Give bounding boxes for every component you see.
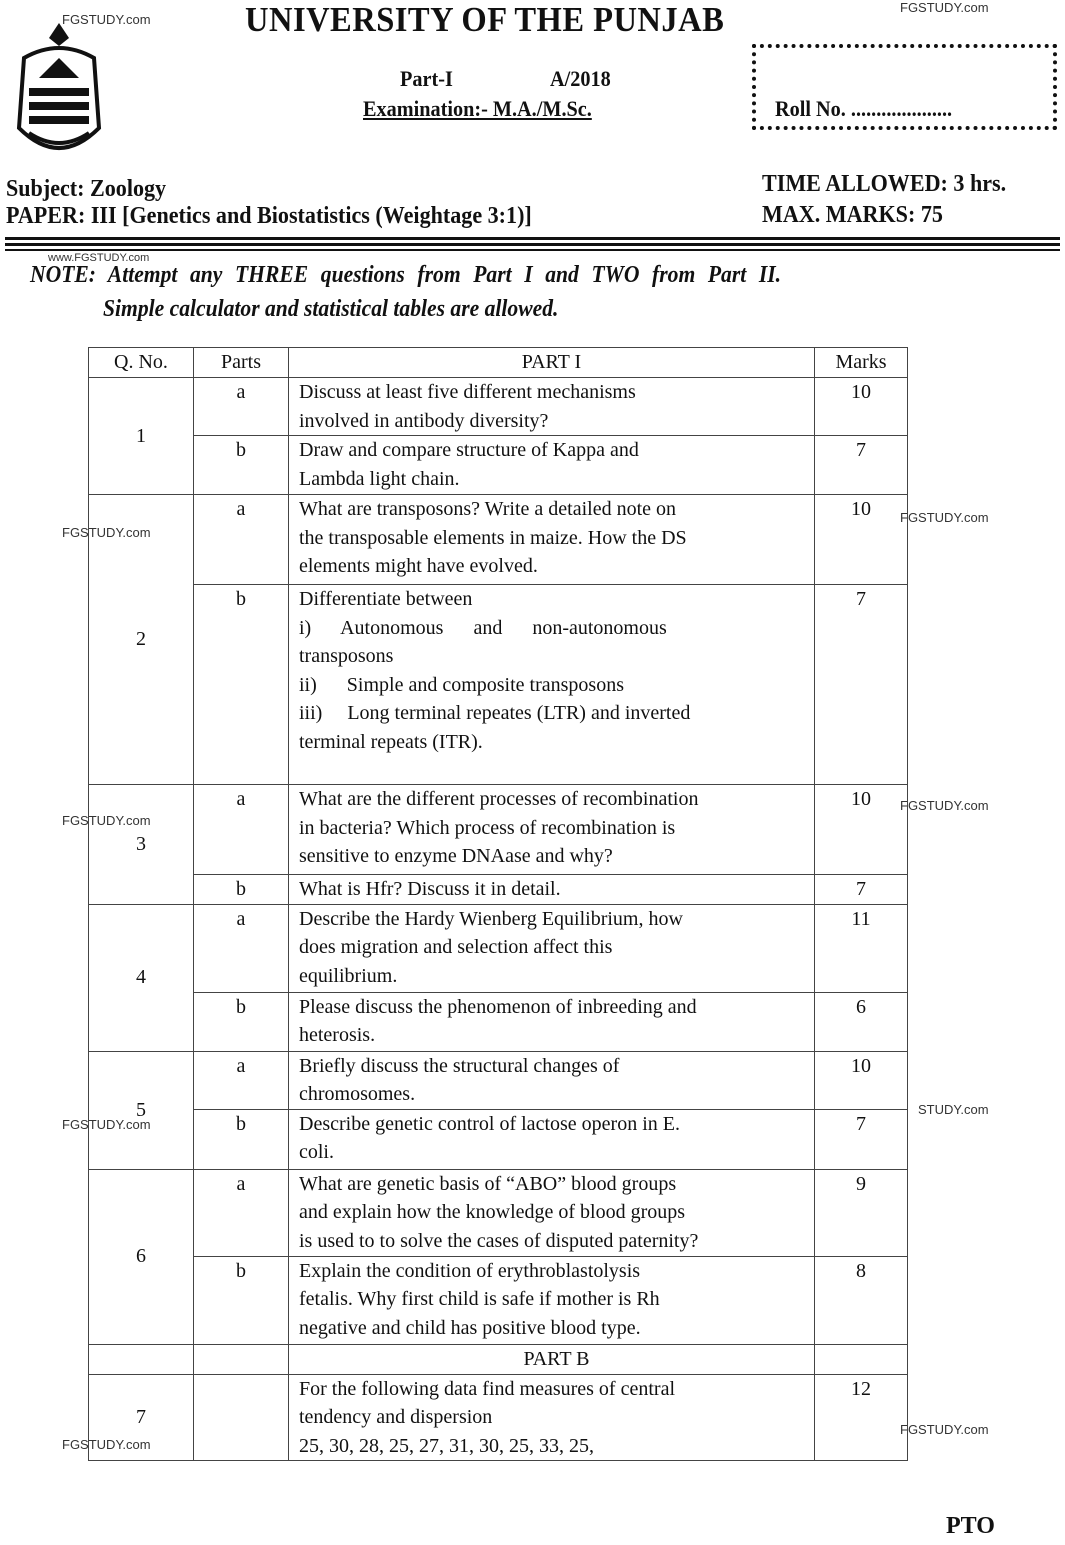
- note-line-1: NOTE: Attempt any THREE questions from Part I and TWO from Part II.: [30, 262, 782, 288]
- question-text: [289, 495, 815, 585]
- divider: [5, 243, 1060, 246]
- question-number: 1: [89, 378, 194, 495]
- table-row: [89, 495, 908, 585]
- roll-number-field: Roll No. ....................: [775, 96, 953, 121]
- question-text-line: tendency and dispersion: [299, 1406, 493, 1428]
- question-text-line: Discuss at least five different mechanisms: [299, 381, 636, 403]
- question-text: [289, 1374, 815, 1461]
- note-line-2: Simple calculator and statistical tables are allowed.: [103, 296, 559, 322]
- question-text-line: iii) Long terminal repeates (LTR) and inverted: [299, 702, 691, 724]
- question-text-line: Briefly discuss the structural changes of: [299, 1054, 620, 1077]
- question-marks: 7: [815, 1109, 908, 1169]
- table-row: [89, 1169, 908, 1256]
- header-q-no: Q. No.: [89, 348, 194, 378]
- question-part: a: [194, 1051, 289, 1109]
- question-text: [289, 378, 815, 436]
- watermark: FGSTUDY.com: [62, 813, 151, 828]
- question-text-line: Explain the condition of erythroblastolysis: [299, 1259, 641, 1282]
- header-marks: Marks: [815, 348, 908, 378]
- question-part: [194, 1374, 289, 1461]
- university-title: UNIVERSITY OF THE PUNJAB: [245, 0, 725, 39]
- question-text: [289, 436, 815, 495]
- watermark: FGSTUDY.com: [62, 1117, 151, 1132]
- question-text-line: coli.: [299, 1141, 334, 1163]
- subject: Subject: Zoology: [6, 176, 167, 202]
- question-marks: 7: [815, 875, 908, 905]
- question-text-line: Draw and compare structure of Kappa and: [299, 439, 639, 461]
- watermark: STUDY.com: [918, 1102, 989, 1117]
- question-text-line: does migration and selection affect this: [299, 936, 613, 958]
- question-text: [289, 904, 815, 992]
- question-text: [289, 992, 815, 1051]
- question-text-line: equilibrium.: [299, 964, 398, 987]
- question-part: b: [194, 585, 289, 785]
- pto-label: PTO: [946, 1513, 995, 1539]
- empty-cell: [815, 1344, 908, 1374]
- question-part: a: [194, 1169, 289, 1256]
- question-part: a: [194, 378, 289, 436]
- question-marks: 10: [815, 1051, 908, 1109]
- question-part: b: [194, 992, 289, 1051]
- watermark: FGSTUDY.com: [62, 525, 151, 540]
- question-marks: 10: [815, 495, 908, 585]
- time-allowed: TIME ALLOWED: 3 hrs.: [762, 171, 1007, 197]
- question-text-line: the transposable elements in maize. How the DS: [299, 526, 687, 549]
- questions-table: [88, 347, 908, 1461]
- university-crest-logo: [14, 18, 104, 168]
- question-marks: 12: [815, 1374, 908, 1461]
- table-row: [89, 378, 908, 436]
- table-row: [89, 436, 908, 495]
- question-text: [289, 1109, 815, 1169]
- table-row: [89, 875, 908, 905]
- watermark: FGSTUDY.com: [62, 12, 151, 27]
- question-text-line: fetalis. Why first child is safe if mother is Rh: [299, 1288, 660, 1310]
- header-parts: Parts: [194, 348, 289, 378]
- question-marks: 8: [815, 1256, 908, 1344]
- table-row: [89, 1109, 908, 1169]
- question-text-line: is used to to solve the cases of disputed paternity?: [299, 1229, 699, 1252]
- max-marks: MAX. MARKS: 75: [762, 202, 943, 228]
- question-text-line: Describe genetic control of lactose operon in E.: [299, 1112, 680, 1135]
- question-text-line: Describe the Hardy Wienberg Equilibrium, how: [299, 907, 683, 930]
- divider: [5, 249, 1060, 251]
- question-marks: 11: [815, 904, 908, 992]
- question-text-line: chromosomes.: [299, 1083, 416, 1105]
- question-number: 6: [89, 1169, 194, 1344]
- question-part: a: [194, 904, 289, 992]
- question-number: 4: [89, 904, 194, 1051]
- table-row: [89, 1374, 908, 1461]
- table-row: [89, 904, 908, 992]
- examination-label: Examination:- M.A./M.Sc.: [363, 96, 592, 121]
- question-text-line: Lambda light chain.: [299, 467, 460, 490]
- question-text: [289, 585, 815, 785]
- question-text-line: Please discuss the phenomenon of inbreeding and: [299, 995, 697, 1018]
- question-text: [289, 785, 815, 875]
- question-text: [289, 1256, 815, 1344]
- question-text-line: What are transposons? Write a detailed note on: [299, 498, 677, 520]
- question-text: [289, 875, 815, 905]
- table-row: [89, 1256, 908, 1344]
- question-part: b: [194, 436, 289, 495]
- question-marks: 6: [815, 992, 908, 1051]
- question-text-line: and explain how the knowledge of blood groups: [299, 1201, 686, 1223]
- question-text-line: What are genetic basis of “ABO” blood groups: [299, 1172, 677, 1195]
- question-marks: 10: [815, 785, 908, 875]
- watermark: www.FGSTUDY.com: [48, 252, 150, 264]
- table-header-row: [89, 348, 908, 378]
- table-row: [89, 992, 908, 1051]
- question-text-line: ii) Simple and composite transposons: [299, 673, 624, 696]
- part-b-header-row: [89, 1344, 908, 1374]
- watermark: FGSTUDY.com: [900, 0, 989, 15]
- part-b-label: PART B: [289, 1344, 815, 1374]
- question-text-line: Differentiate between: [299, 588, 473, 610]
- question-marks: 7: [815, 585, 908, 785]
- question-text-line: involved in antibody diversity?: [299, 409, 549, 432]
- question-part: b: [194, 875, 289, 905]
- table-row: [89, 585, 908, 785]
- question-part: b: [194, 1256, 289, 1344]
- exam-session: A/2018: [550, 66, 611, 91]
- question-text-line: sensitive to enzyme DNAase and why?: [299, 845, 613, 867]
- watermark: FGSTUDY.com: [900, 510, 989, 525]
- question-marks: 9: [815, 1169, 908, 1256]
- question-text-line: What is Hfr? Discuss it in detail.: [299, 878, 561, 900]
- question-text-line: For the following data find measures of central: [299, 1377, 675, 1400]
- question-text: [289, 1169, 815, 1256]
- question-part: b: [194, 1109, 289, 1169]
- table-row: [89, 785, 908, 875]
- question-text-line: transposons: [299, 645, 394, 667]
- question-text-line: in bacteria? Which process of recombination is: [299, 816, 676, 839]
- question-text-line: i) Autonomous and non-autonomous: [299, 616, 667, 639]
- question-number: 2: [89, 495, 194, 785]
- watermark: FGSTUDY.com: [62, 1437, 151, 1452]
- question-text-line: heterosis.: [299, 1024, 376, 1046]
- empty-cell: [194, 1344, 289, 1374]
- question-text: [289, 1051, 815, 1109]
- table-row: [89, 1051, 908, 1109]
- question-text-line: terminal repeats (ITR).: [299, 730, 483, 753]
- question-text-line: elements might have evolved.: [299, 555, 538, 577]
- question-marks: 7: [815, 436, 908, 495]
- question-part: a: [194, 495, 289, 585]
- watermark: FGSTUDY.com: [900, 798, 989, 813]
- question-number: 5: [89, 1051, 194, 1169]
- question-number: 3: [89, 785, 194, 905]
- question-text-line: negative and child has positive blood type.: [299, 1316, 641, 1339]
- exam-part: Part-I: [400, 66, 453, 91]
- watermark: FGSTUDY.com: [900, 1422, 989, 1437]
- divider: [5, 237, 1060, 240]
- paper: PAPER: III [Genetics and Biostatistics (Weightage 3:1)]: [6, 203, 532, 229]
- question-part: a: [194, 785, 289, 875]
- question-marks: 10: [815, 378, 908, 436]
- header-part-i: PART I: [289, 348, 815, 378]
- question-number: 7: [89, 1374, 194, 1461]
- empty-cell: [89, 1344, 194, 1374]
- question-text-line: What are the different processes of recombination: [299, 788, 699, 810]
- question-text-line: 25, 30, 28, 25, 27, 31, 30, 25, 33, 25,: [299, 1434, 594, 1457]
